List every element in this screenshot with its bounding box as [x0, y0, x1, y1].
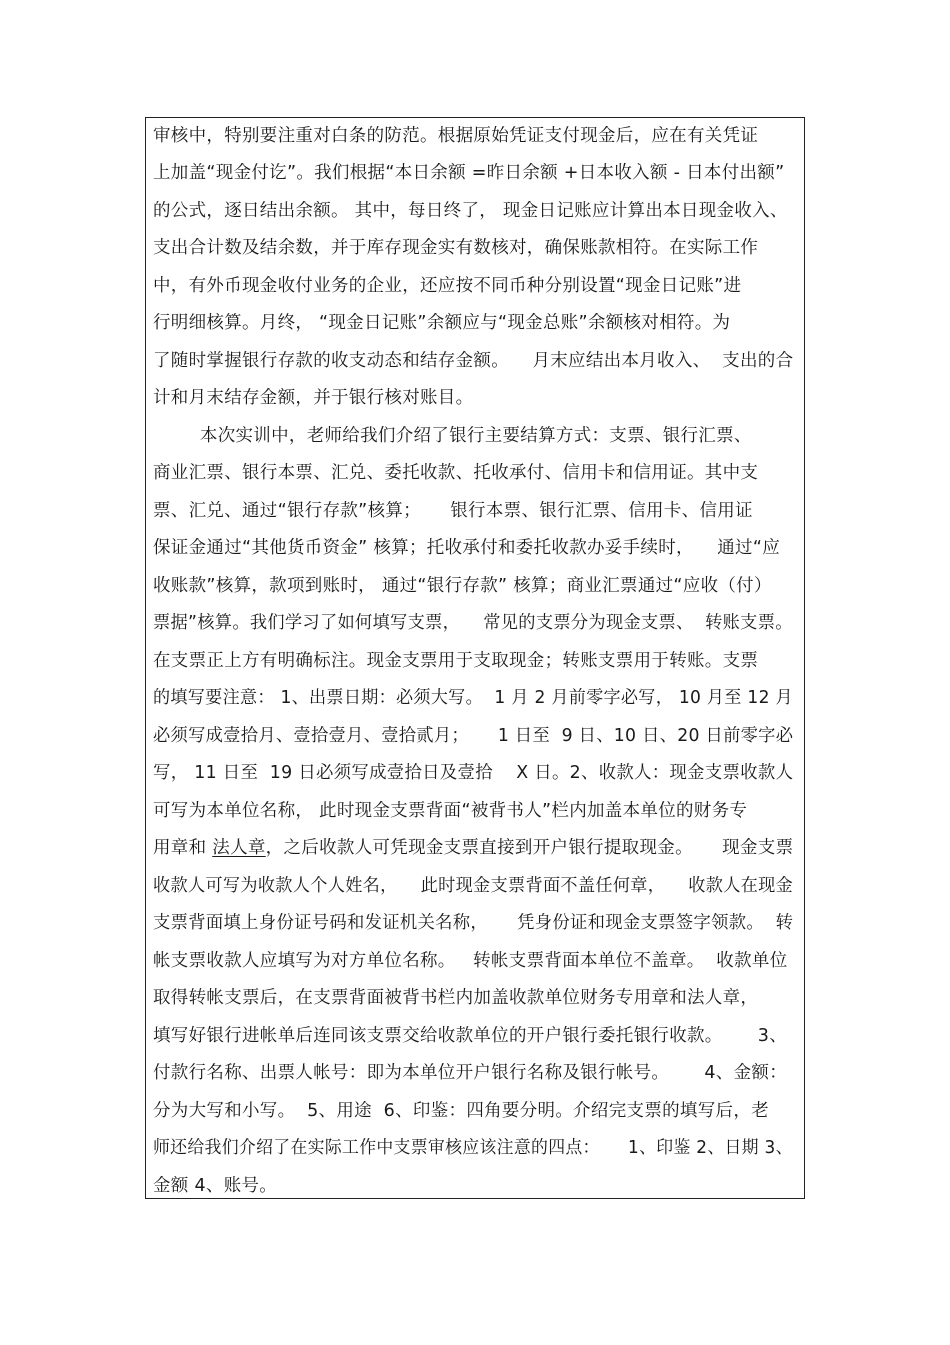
text-line: 分为大写和小写。 5、用途 6、印鉴：四角要分明。介绍完支票的填写后，老 [153, 1101, 769, 1121]
text-line: 审核中，特别要注重对白条的防范。根据原始凭证支付现金后，应在有关凭证 [153, 126, 759, 146]
text-line: 收款人可写为收款人个人姓名， 此时现金支票背面不盖任何章， 收款人在现金 [153, 876, 794, 896]
text-line: 中，有外币现金收付业务的企业，还应按不同币种分别设置“现金日记账”进 [153, 276, 742, 296]
text-segment: 用章和 [153, 838, 213, 858]
text-line: 的填写要注意： 1、出票日期：必须大写。 1 月 2 月前零字必写， 10 月至 12 月 [153, 688, 793, 708]
text-line: 付款行名称、出票人帐号：即为本单位开户银行名称及银行帐号。 4、金额： [153, 1063, 788, 1083]
text-line: 取得转帐支票后，在支票背面被背书栏内加盖收款单位财务专用章和法人章， [153, 988, 759, 1008]
text-line: 票据”核算。我们学习了如何填写支票， 常见的支票分为现金支票、 转账支票。 [153, 613, 793, 633]
text-line: 计和月末结存金额，并于银行核对账目。 [153, 388, 474, 408]
text-line: 商业汇票、银行本票、汇兑、委托收款、托收承付、信用卡和信用证。其中支 [153, 463, 759, 483]
text-line: 本次实训中，老师给我们介绍了银行主要结算方式：支票、银行汇票、 [153, 426, 752, 446]
text-line: 的公式，逐日结出余额。 其中，每日终了， 现金日记账应计算出本日现金收入、 [153, 201, 788, 221]
text-line: 了随时掌握银行存款的收支动态和结存金额。 月末应结出本月收入、 支出的合 [153, 351, 794, 371]
text-line: 写， 11 日至 19 日必须写成壹拾日及壹拾 X 日。2、收款人：现金支票收款人 [153, 763, 794, 783]
text-line: 必须写成壹拾月、壹拾壹月、壹拾贰月； 1 日至 9 日、10 日、20 日前零字必 [153, 726, 794, 746]
text-line: 填写好银行进帐单后连同该支票交给收款单位的开户银行委托银行收款。 3、 [153, 1026, 788, 1046]
text-line: 收账款”核算，款项到账时， 通过“银行存款” 核算；商业汇票通过“应收（付） [153, 576, 772, 596]
text-segment: ，之后收款人可凭现金支票直接到开户银行提取现金。 现金支票 [265, 838, 794, 858]
legal-seal-link: 法人章 [212, 838, 266, 858]
text-line: 在支票正上方有明确标注。现金支票用于支取现金；转账支票用于转账。支票 [153, 651, 759, 671]
text-line: 行明细核算。月终， “现金日记账”余额应与“现金总账”余额核对相符。为 [153, 313, 731, 333]
text-line: 保证金通过“其他货币资金” 核算；托收承付和委托收款办妥手续时， 通过“应 [153, 538, 781, 558]
text-line: 上加盖“现金付讫”。我们根据“本日余额 =昨日余额 +日本收入额 - 日本付出额” [153, 163, 785, 183]
text-line [153, 840, 793, 858]
text-line: 可写为本单位名称， 此时现金支票背面“被背书人”栏内加盖本单位的财务专 [153, 801, 748, 821]
text-line: 帐支票收款人应填写为对方单位名称。 转帐支票背面本单位不盖章。 收款单位 [153, 951, 788, 971]
text-line: 师还给我们介绍了在实际工作中支票审核应该注意的四点： 1、印鉴 2、日期 3、 [153, 1138, 793, 1158]
text-line: 支出合计数及结余数，并于库存现金实有数核对，确保账款相符。在实际工作 [153, 238, 759, 258]
text-line: 金额 4、账号。 [153, 1176, 278, 1196]
text-line: 票、汇兑、通过“银行存款”核算； 银行本票、银行汇票、信用卡、信用证 [153, 501, 753, 521]
text-line: 支票背面填上身份证号码和发证机关名称， 凭身份证和现金支票签字领款。 转 [153, 913, 794, 933]
